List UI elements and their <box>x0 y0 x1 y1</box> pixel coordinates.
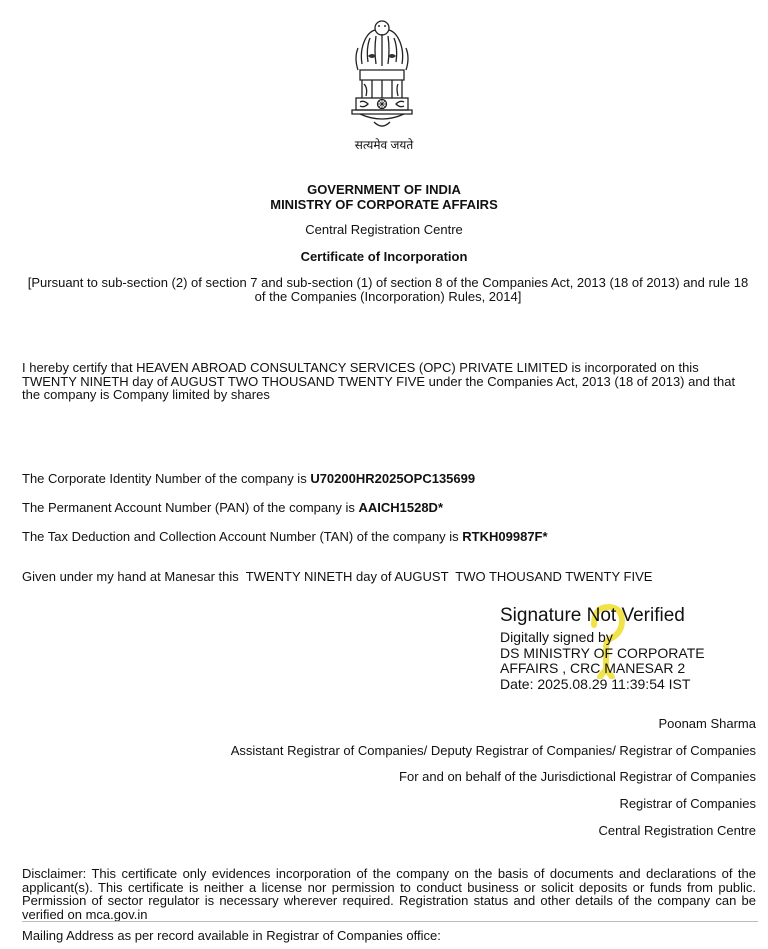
signature-line-3: AFFAIRS , CRC MANESAR 2 <box>500 660 686 676</box>
signatory-behalf: For and on behalf of the Jurisdictional Registrar of Companies <box>399 769 756 784</box>
ministry-line: MINISTRY OF CORPORATE AFFAIRS <box>270 197 498 212</box>
document-title: Certificate of Incorporation <box>300 249 468 264</box>
pan-label: The Permanent Account Number (PAN) of the company is <box>22 500 359 515</box>
government-heading <box>0 182 768 212</box>
signature-status: Signature Not Verified <box>500 605 685 626</box>
pan-value: AAICH1528D* <box>358 500 444 515</box>
digital-signature-block <box>500 605 750 692</box>
national-emblem-icon <box>346 18 418 136</box>
cin-label: The Corporate Identity Number of the company is <box>22 471 311 486</box>
tan-label: The Tax Deduction and Collection Account Number (TAN) of the company is <box>22 529 463 544</box>
cin-line <box>22 471 475 486</box>
signatory-centre: Central Registration Centre <box>598 823 756 838</box>
government-line: GOVERNMENT OF INDIA <box>307 182 461 197</box>
cin-value: U70200HR2025OPC135699 <box>310 471 476 486</box>
signature-line-1: Digitally signed by <box>500 629 613 645</box>
signatory-designation: Assistant Registrar of Companies/ Deputy Registrar of Companies/ Registrar of Companies <box>230 743 756 758</box>
centre-name: Central Registration Centre <box>305 222 463 237</box>
tan-line <box>22 529 548 544</box>
pursuant-clause: [Pursuant to sub-section (2) of section 7 and sub-section (1) of section 8 of the Companies Act, 2013 (18 of 2013) and rule 18 of the Companies (Incorporation) Rules, 2014] <box>27 275 749 304</box>
signatory-role: Registrar of Companies <box>619 796 756 811</box>
mailing-address-label: Mailing Address as per record available in Registrar of Companies office: <box>22 928 441 943</box>
disclaimer-text: Disclaimer: This certificate only evidences incorporation of the company on the basis of documents and declarations of the applicant(s). This certificate is neither a license nor permission to conduct business or solicit deposits or funds from public. Permission of sector regulator is necessary wherever required. Registration status and other details of the company can be verified on mca.gov.in <box>22 866 756 922</box>
signature-line-2: DS MINISTRY OF CORPORATE <box>500 644 705 661</box>
given-statement: Given under my hand at Manesar this TWENTY NINETH day of AUGUST TWO THOUSAND TWENTY FIVE <box>22 569 653 584</box>
pan-line <box>22 500 443 515</box>
certification-paragraph: I hereby certify that HEAVEN ABROAD CONSULTANCY SERVICES (OPC) PRIVATE LIMITED is incorporated on this TWENTY NINETH day of AUGUST TWO THOUSAND TWENTY FIVE under the Companies Act, 2013 (18 of 2013) and that the company is Company limited by shares <box>22 360 736 402</box>
emblem-motto: सत्यमेव जयते <box>354 138 414 152</box>
signature-date: Date: 2025.08.29 11:39:54 IST <box>500 675 691 692</box>
signatory-name: Poonam Sharma <box>658 716 756 731</box>
divider <box>22 921 758 922</box>
tan-value: RTKH09987F* <box>462 529 548 544</box>
